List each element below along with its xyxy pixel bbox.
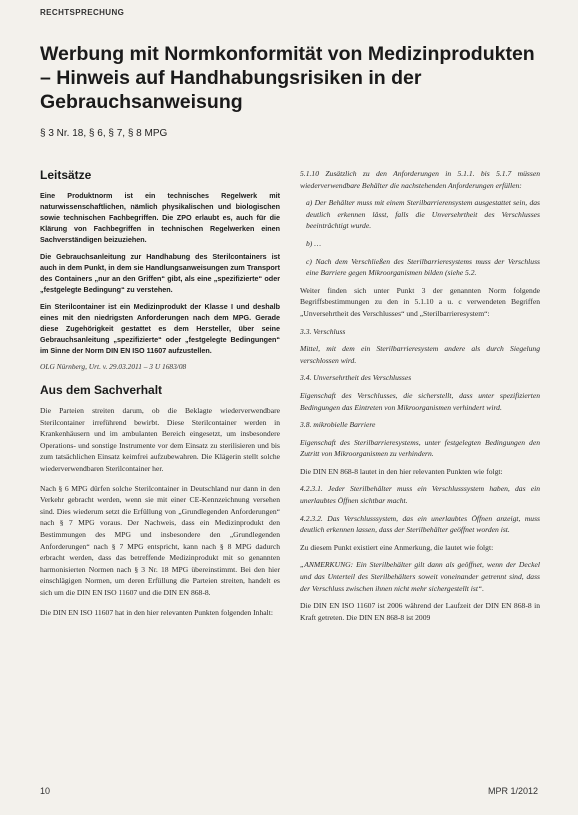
definition-term: 3.8. mikrobielle Barriere (300, 420, 376, 430)
norm-note: „ANMERKUNG: Ein Sterilbehälter gilt dann als geöffnet, wenn der Deckel und das Unterteil des Sterilbehälters soweit voneinander getrennt sind, dass der Verschluss zwischen ihnen nicht mehr sichergestellt ist“. (300, 560, 540, 593)
norm-clause: 5.1.10 Zusätzlich zu den Anforderungen in 5.1.1. bis 5.1.7 müssen wiederverwendbare Behälter die nachstehenden Anforderungen erfüllen: (300, 169, 540, 190)
issue-label: MPR 1/2012 (487, 786, 538, 796)
court-citation: OLG Nürnberg, Urt. v. 29.03.2011 – 3 U 1683/08 (40, 362, 187, 371)
legal-references: § 3 Nr. 18, § 6, § 7, § 8 MPG (40, 128, 168, 139)
leitsatz-paragraph: Die Gebrauchsanleitung zur Handhabung des Sterilcontainers ist auch in dem Punkt, in dem sie Handlungsanweisungen zum Transport des Containers „nur an den Griffen“ gibt, als eine „spezifizierte“ oder „festgelegte Bedingung“ zu verstehen. (40, 252, 280, 294)
sachverhalt-paragraph: Die DIN EN ISO 11607 hat in den hier relevanten Punkten folgenden Inhalt: (40, 607, 273, 617)
leitsatz-paragraph: Ein Sterilcontainer ist ein Medizinprodukt der Klasse I und deshalb eines mit den niedrigsten Anforderungen nach dem MPG. Gerade diese Zugehörigkeit gestattet es dem Hersteller, über seine Gebrauchsanleitung „spezifizierte“ oder „festgelegte Bedingungen“ im Sinne der Norm DIN EN ISO 11607 aufzustellen. (40, 302, 280, 355)
sachverhalt-paragraph: Nach § 6 MPG dürfen solche Sterilcontainer in Deutschland nur dann in den Verkehr gebracht werden, wenn sie mit einer CE-Kennzeichnung versehen sind. Dies wiederum setzt die Erfüllung von „Grundlegenden Anforderungen“ nach § 7 MPG voraus. Der Nachweis, dass ein Medizinprodukt den Bestimmungen des MPG und insbesondere den „Grundlegenden Anforderungen“ nach § 7 MPG entspricht, kann nach § 8 MPG dadurch erbracht werden, dass das betreffende Medizinprodukt mit so genannten harmonisierten Normen nach § 3 Nr. 18 MPG übereinstimmt. Bei den hier einschlägigen Normen, um deren Erfüllung die Parteien streiten, handelt es sich um die DIN EN ISO 11607 und die DIN EN 868-8. (40, 483, 280, 597)
norm-clause: b) … (306, 238, 321, 248)
page-number: 10 (40, 786, 51, 796)
leitsaetze-heading: Leitsätze (40, 168, 92, 182)
definition-text: Eigenschaft des Verschlusses, die sicherstellt, dass unter spezifizierten Bedingungen das Eintreten von Mikroorganismen verhindert wird. (300, 390, 540, 412)
leitsatz-paragraph: Eine Produktnorm ist ein technisches Regelwerk mit naturwissenschaftlichen, nämlich physikalischen und biologischen sowie technischen Fachbegriffen. Die ZPO erlaubt es, auch für die Klärung von Fachbegriffen in technischen Regelwerken einen Sachverständigen beizuziehen. (40, 191, 280, 244)
definition-term: 3.3. Verschluss (300, 326, 346, 336)
definition-text: Mittel, mit dem ein Sterilbarrieresystem andere als durch Siegelung verschlossen wird. (300, 344, 540, 365)
article-title: Werbung mit Normkonformität von Medizinprodukten – Hinweis auf Handhabungsrisiken in der Gebrauchsanweisung (40, 43, 535, 113)
norm-clause: 4.2.3.1. Jeder Sterilbehälter muss ein Verschlusssystem haben, das ein unerlaubtes Öffnen sichtbar macht. (300, 484, 540, 506)
definition-term: 3.4. Unversehrtheit des Verschlusses (300, 373, 412, 383)
definition-text: Eigenschaft des Sterilbarrieresystems, unter festgelegten Bedingungen den Zutritt von Mikroorganismen zu verhindern. (300, 437, 540, 459)
norm-clause: c) Nach dem Verschließen des Sterilbarrieresystems muss der Verschluss eine Barriere gegen Mikroorganismen bilden (siehe 5.2. (306, 256, 540, 278)
sachverhalt-heading: Aus dem Sachverhalt (40, 383, 163, 397)
left-column (40, 168, 280, 626)
body-paragraph: Weiter finden sich unter Punkt 3 der genannten Norm folgende Begriffsbestimmungen zu den in 5.1.10 a u. c verwendeten Begriffen „Unversehrtheit des Verschlusses“ und „Sterilbarrieresystem“: (300, 285, 540, 318)
norm-clause: a) Der Behälter muss mit einem Sterilbarrierensystem ausgestattet sein, das deutlich erkennen lässt, falls die Unversehrtheit des Verschlusses beeinträchtigt wurde. (306, 198, 540, 231)
right-column (300, 168, 540, 629)
section-rubric: RECHTSPRECHUNG (40, 8, 125, 17)
body-paragraph: Die DIN EN ISO 11607 ist 2006 während der Laufzeit der DIN EN 868-8 in Kraft getreten. Die DIN EN 868-8 ist 2009 (300, 601, 540, 622)
body-paragraph: Die DIN EN 868-8 lautet in den hier relevanten Punkten wie folgt: (300, 466, 503, 476)
norm-clause: 4.2.3.2. Das Verschlusssystem, das ein unerlaubtes Öffnen anzeigt, muss deutlich erkennen lassen, dass der Sterilbehälter geöffnet worden ist. (300, 513, 540, 535)
body-paragraph: Zu diesem Punkt existiert eine Anmerkung, die lautet wie folgt: (300, 542, 494, 552)
sachverhalt-paragraph: Die Parteien streiten darum, ob die Beklagte wiederverwendbare Sterilcontainer irreführend bewirbt. Diese Sterilcontainer werden in Krankenhäusern und im ambulanten Bereich eingesetzt, um insbesondere Operations- und sonstige Instrumente vor dem Einsatz zu sterilisieren und bis zum tatsächlichen Einsatz keimfrei aufzubewahren. Die Klägerin stellt solche wiederverwendbaren Sterilcontainer her. (40, 406, 280, 473)
